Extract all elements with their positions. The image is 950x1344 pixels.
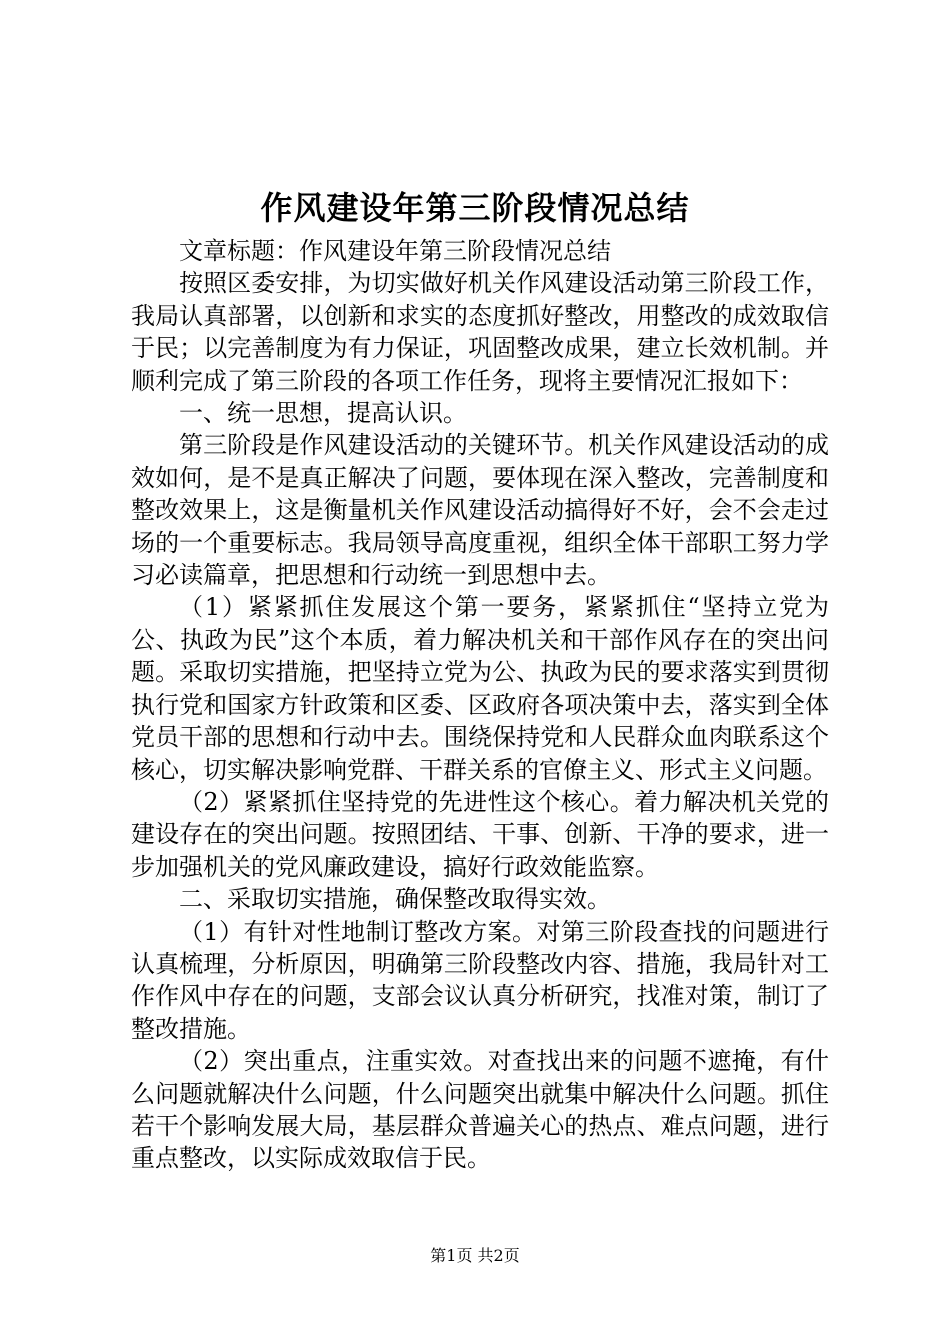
body-paragraph: （1）紧紧抓住发展这个第一要务，紧紧抓住“坚持立党为公、执政为民”这个本质，着力解决机关和干部作风存在的突出问题。采取切实措施，把坚持立党为公、执政为民的要求落实到贯彻执行党和国家方针政策和区委、区政府各项决策中去，落实到全体党员干部的思想和行动中去。围绕保持党和人民群众血肉联系这个核心，切实解决影响党群、干群关系的官僚主义、形式主义问题。 — [131, 593, 829, 784]
document-title: 作风建设年第三阶段情况总结 — [260, 189, 690, 227]
section-heading-2: 二、采取切实措施，确保整改取得实效。 — [179, 885, 611, 914]
page-footer: 第1页 共2页 — [430, 1246, 520, 1265]
body-paragraph: （1）有针对性地制订整改方案。对第三阶段查找的问题进行认真梳理，分析原因，明确第三阶段整改内容、措施，我局针对工作作风中存在的问题，支部会议认真分析研究，找准对策，制订了整改措施。 — [131, 917, 829, 1043]
section-heading-1: 一、统一思想，提高认识。 — [179, 399, 467, 428]
article-title-line: 文章标题：作风建设年第三阶段情况总结 — [179, 237, 611, 265]
document-body — [131, 235, 829, 1175]
body-paragraph: 第三阶段是作风建设活动的关键环节。机关作风建设活动的成效如何，是不是真正解决了问题，要体现在深入整改，完善制度和整改效果上，这是衡量机关作风建设活动搞得好不好，会不会走过场的一个重要标志。我局领导高度重视，组织全体干部职工努力学习必读篇章，把思想和行动统一到思想中去。 — [131, 431, 829, 590]
body-paragraph: （2）突出重点，注重实效。对查找出来的问题不遮掩，有什么问题就解决什么问题，什么问题突出就集中解决什么问题。抓住若干个影响发展大局，基层群众普遍关心的热点、难点问题，进行重点整改，以实际成效取信于民。 — [131, 1047, 829, 1173]
intro-paragraph: 按照区委安排，为切实做好机关作风建设活动第三阶段工作，我局认真部署，以创新和求实的态度抓好整改，用整改的成效取信于民；以完善制度为有力保证，巩固整改成果，建立长效机制。并顺利完成了第三阶段的各项工作任务，现将主要情况汇报如下： — [131, 269, 829, 395]
body-paragraph: （2）紧紧抓住坚持党的先进性这个核心。着力解决机关党的建设存在的突出问题。按照团结、干事、创新、干净的要求，进一步加强机关的党风廉政建设，搞好行政效能监察。 — [131, 787, 829, 881]
